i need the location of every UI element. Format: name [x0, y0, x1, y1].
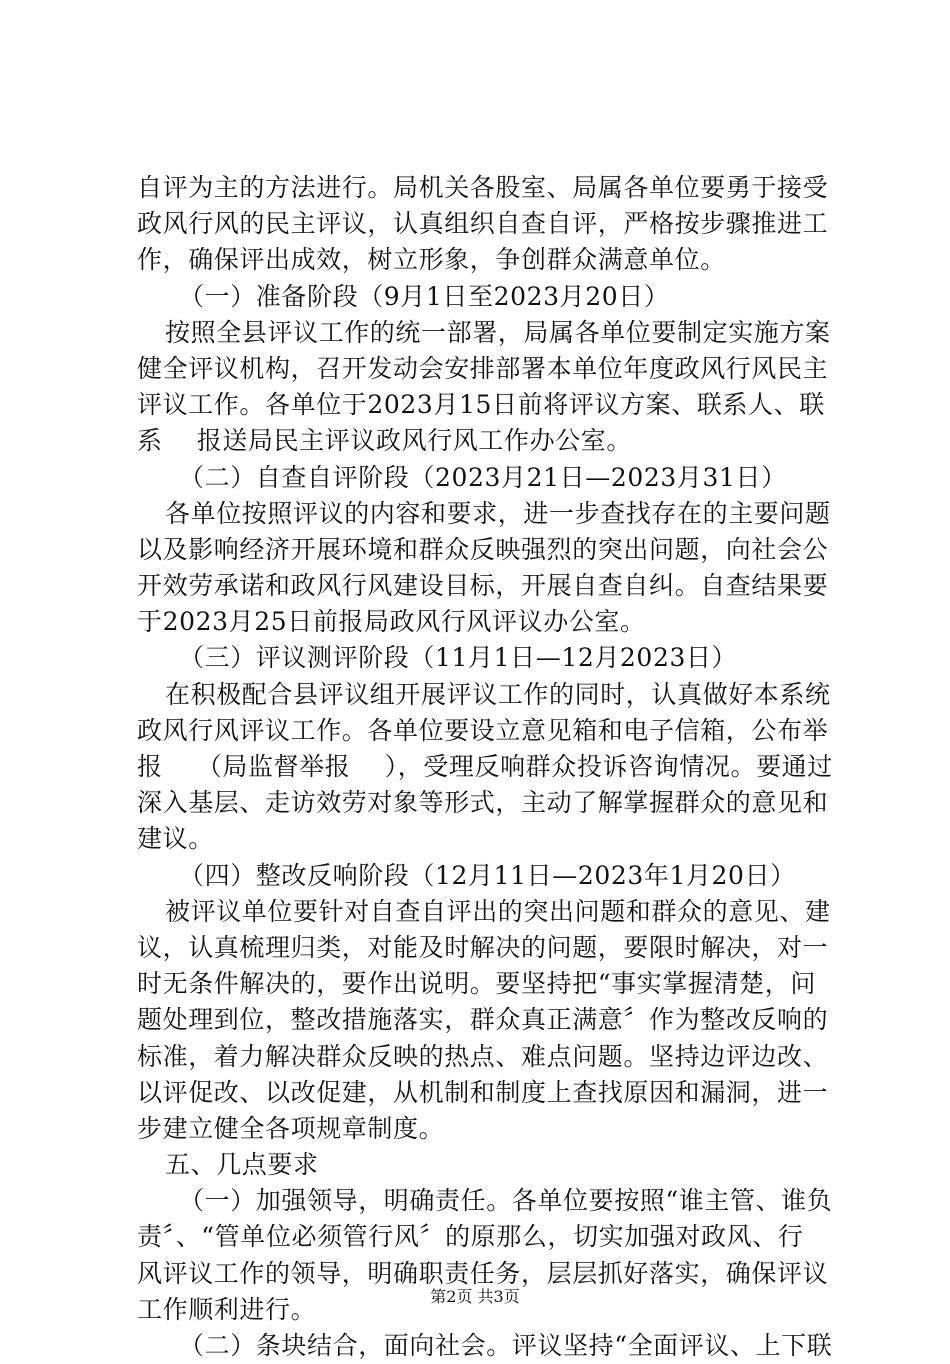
page-footer: 第2页 共3页: [430, 1287, 520, 1306]
text-line: （一）加强领导，明确责任。各单位要按照“谁主管、谁负: [179, 1186, 833, 1216]
text-line: （二）自查自评阶段（2023月21日—2023月31日）: [179, 462, 787, 492]
text-line: 政风行风评议工作。各单位要设立意见箱和电子信箱，公布举: [137, 715, 829, 745]
text-line: （三）评议测评阶段（11月1日—12月2023日）: [179, 643, 738, 673]
text-line: 议，认真梳理归类，对能及时解决的问题，要限时解决，对一: [137, 932, 829, 962]
text-line: 作，确保评出成效，树立形象，争创群众满意单位。: [137, 245, 726, 275]
text-line: 系 报送局民主评议政风行风工作办公室。: [137, 426, 632, 456]
text-line: 各单位按照评议的内容和要求，进一步查找存在的主要问题: [165, 498, 831, 528]
text-line: 健全评议机构，召开发动会安排部署本单位年度政风行风民主: [137, 353, 829, 383]
document-body: [137, 170, 837, 1364]
text-line: 于2023月25日前报局政风行风评议办公室。: [137, 607, 646, 637]
text-line: （二）条块结合，面向社会。评议坚持“全面评议、上下联: [179, 1331, 833, 1360]
text-line: 五、几点要求: [165, 1150, 319, 1180]
text-line: 责〞、“管单位必须管行风〞的原那么，切实加强对政风、行: [137, 1222, 804, 1252]
text-line: 以评促改、以改促建，从机制和制度上查找原因和漏洞，进一: [137, 1077, 829, 1107]
text-line: 政风行风的民主评议，认真组织自查自评，严格按步骤推进工: [137, 209, 829, 239]
text-line: （四）整改反响阶段（12月11日—2023年1月20日）: [179, 860, 796, 890]
text-line: 报 （局监督举报 ），受理反响群众投诉咨询情况。要通过: [137, 752, 833, 781]
text-line: 在积极配合县评议组开展评议工作的同时，认真做好本系统: [165, 679, 831, 709]
text-line: 工作顺利进行。: [137, 1294, 317, 1324]
text-line: 题处理到位，整改措施落实，群众真正满意〞作为整改反响的: [137, 1005, 829, 1035]
text-line: 自评为主的方法进行。局机关各股室、局属各单位要勇于接受: [137, 173, 829, 202]
text-line: （一）准备阶段（9月1日至2023月20日）: [179, 281, 670, 311]
text-line: 时无条件解决的，要作出说明。要坚持把“事实掌握清楚，问: [137, 969, 816, 999]
text-line: 标准，着力解决群众反映的热点、难点问题。坚持边评边改、: [137, 1041, 829, 1071]
text-line: 步建立健全各项规章制度。: [137, 1113, 445, 1143]
text-line: 评议工作。各单位于2023月15日前将评议方案、联系人、联: [137, 390, 825, 420]
text-line: 建议。: [137, 824, 214, 854]
text-line: 被评议单位要针对自查自评出的突出问题和群众的意见、建: [165, 896, 831, 926]
text-line: 风评议工作的领导，明确职责任务，层层抓好落实，确保评议: [137, 1258, 829, 1288]
text-line: 开效劳承诺和政风行风建设目标，开展自查自纠。自查结果要: [137, 571, 829, 601]
text-line: 按照全县评议工作的统一部署，局属各单位要制定实施方案: [165, 317, 831, 347]
text-line: 以及影响经济开展环境和群众反映强烈的突出问题，向社会公: [137, 534, 829, 564]
text-line: 深入基层、走访效劳对象等形式，主动了解掌握群众的意见和: [137, 788, 829, 818]
